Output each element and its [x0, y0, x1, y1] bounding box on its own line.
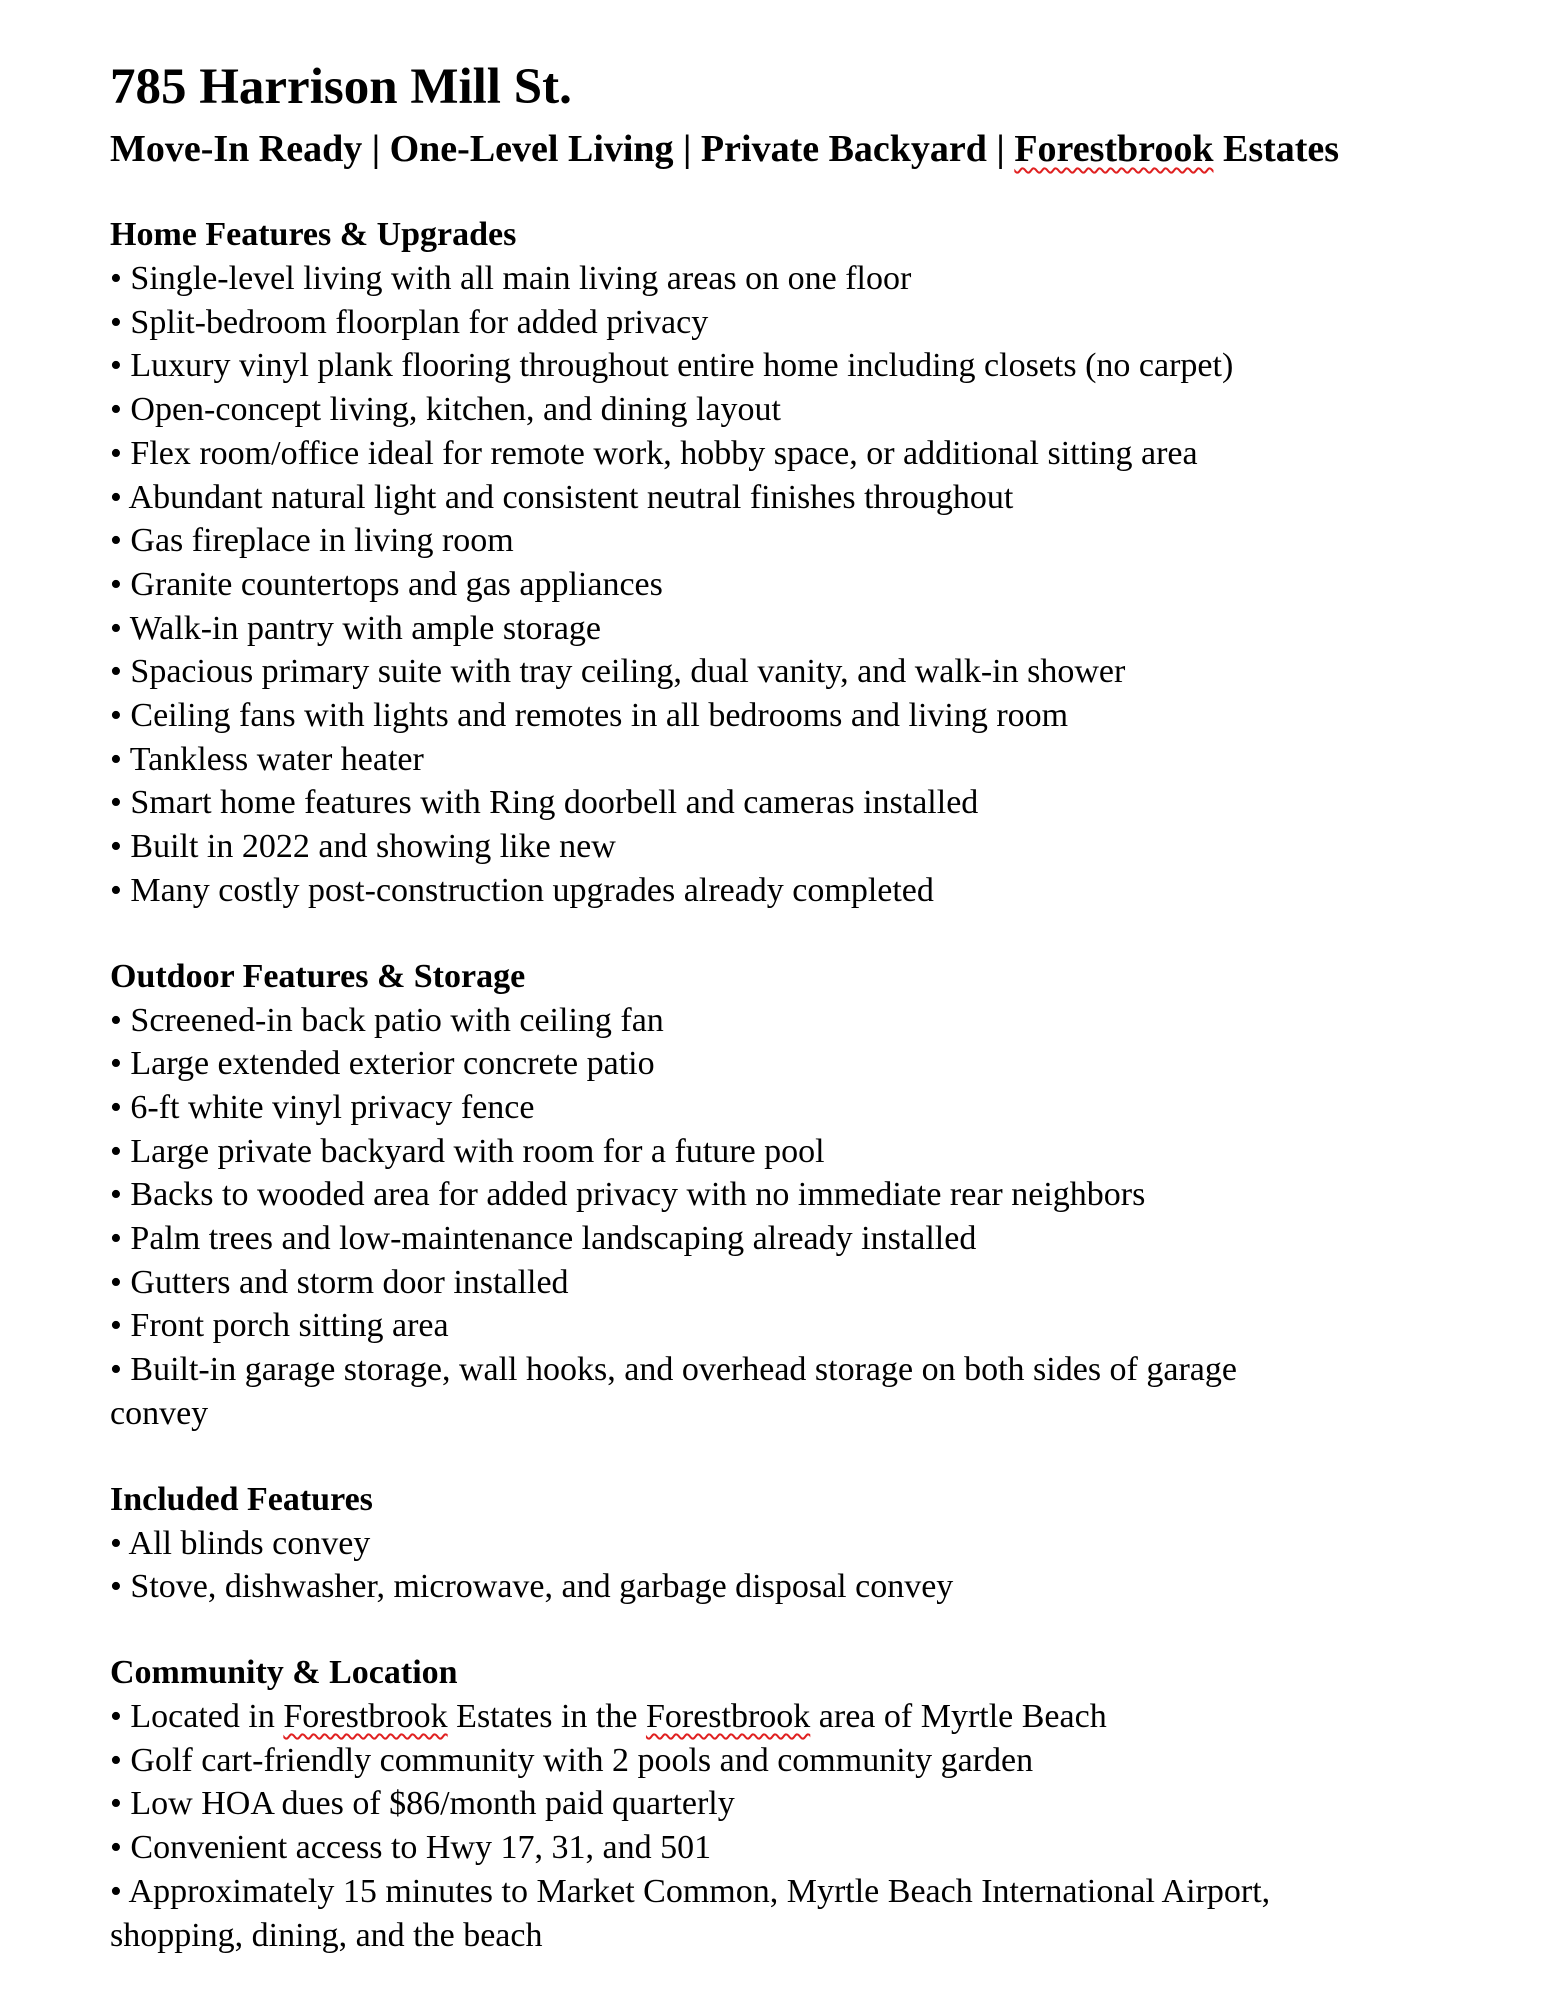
list-item: • Flex room/office ideal for remote work, hobby space, or additional sitting area [110, 434, 1198, 472]
list-item: • Built-in garage storage, wall hooks, and overhead storage on both sides of garage [110, 1351, 1237, 1389]
list-item: • Low HOA dues of $86/month paid quarterly [110, 1785, 735, 1823]
list-item: • Granite countertops and gas appliances [110, 565, 663, 603]
feature-list [110, 999, 1485, 1436]
list-item: • Ceiling fans with lights and remotes in all bedrooms and living room [110, 697, 1069, 735]
list-item: • Convenient access to Hwy 17, 31, and 501 [110, 1829, 712, 1867]
subtitle-lead: Move-In Ready | One-Level Living | Private Backyard | [110, 128, 1015, 170]
list-item: • Single-level living with all main living areas on one floor [110, 260, 912, 297]
page-subtitle [110, 124, 1485, 174]
list-item: • Approximately 15 minutes to Market Common, Myrtle Beach International Airport, [110, 1872, 1271, 1910]
list-item: • Screened-in back patio with ceiling fan [110, 1001, 664, 1039]
section-home-features [110, 213, 1485, 913]
list-item: • Tankless water heater [110, 740, 424, 778]
location-suffix: area of Myrtle Beach [810, 1697, 1107, 1735]
location-middle: Estates in the [447, 1697, 646, 1735]
list-item: • Palm trees and low-maintenance landscaping already installed [110, 1220, 977, 1258]
list-item: • Gutters and storm door installed [110, 1263, 569, 1301]
section-heading: Outdoor Features & Storage [110, 957, 526, 995]
list-item: • Gas fireplace in living room [110, 522, 514, 560]
list-item: • Abundant natural light and consistent neutral finishes throughout [110, 478, 1014, 516]
section-heading: Community & Location [110, 1653, 458, 1691]
list-item-location [110, 1695, 1485, 1739]
list-item: • Built in 2022 and showing like new [110, 828, 616, 866]
list-item: • Many costly post-construction upgrades already completed [110, 871, 934, 909]
list-item: • Luxury vinyl plank flooring throughout entire home including closets (no carpet) [110, 347, 1234, 385]
list-item: • Spacious primary suite with tray ceiling, dual vanity, and walk-in shower [110, 653, 1126, 691]
location-name-b: Forestbrook [645, 1697, 811, 1735]
list-item: • Open-concept living, kitchen, and dining layout [110, 391, 781, 429]
list-item: • Walk-in pantry with ample storage [110, 609, 602, 647]
list-item: • Stove, dishwasher, microwave, and garbage disposal convey [110, 1568, 954, 1606]
feature-list [110, 1522, 1485, 1609]
list-item: • 6-ft white vinyl privacy fence [110, 1088, 535, 1126]
list-item: • Split-bedroom floorplan for added privacy [110, 303, 709, 341]
list-item: • Golf cart-friendly community with 2 pools and community garden [110, 1741, 1034, 1779]
section-heading: Home Features & Upgrades [110, 216, 517, 253]
section-community-location [110, 1651, 1485, 1957]
list-item: • Smart home features with Ring doorbell and cameras installed [110, 784, 979, 822]
subtitle-trail: Estates [1213, 128, 1340, 170]
location-name-a: Forestbrook [283, 1697, 448, 1735]
list-item-continuation: shopping, dining, and the beach [110, 1916, 543, 1954]
feature-list [110, 257, 1485, 913]
section-outdoor-features [110, 955, 1485, 1436]
section-included-features [110, 1478, 1485, 1609]
location-prefix: • Located in [110, 1697, 284, 1735]
list-item: • All blinds convey [110, 1524, 371, 1562]
section-heading: Included Features [110, 1480, 373, 1518]
list-item: • Front porch sitting area [110, 1307, 449, 1345]
subtitle-community-name: Forestbrook [1014, 128, 1214, 170]
list-item-continuation: convey [110, 1394, 209, 1432]
list-item: • Large private backyard with room for a future pool [110, 1132, 825, 1170]
page-title: 785 Harrison Mill St. [110, 59, 572, 115]
feature-list [110, 1695, 1485, 1957]
list-item: • Backs to wooded area for added privacy with no immediate rear neighbors [110, 1176, 1146, 1214]
list-item: • Large extended exterior concrete patio [110, 1045, 655, 1083]
